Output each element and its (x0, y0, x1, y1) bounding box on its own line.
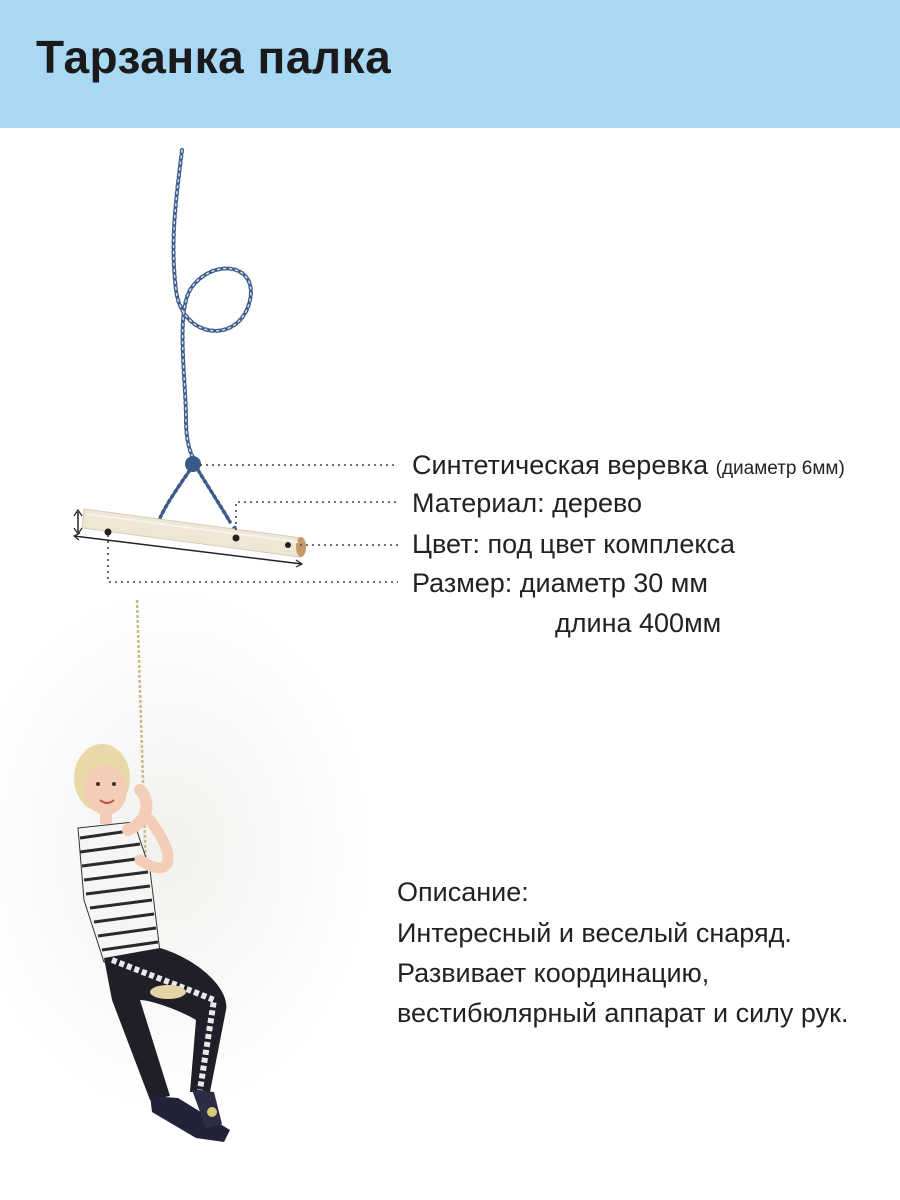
wooden-bar-image (74, 509, 306, 567)
spec-rope-note: (диаметр 6мм) (715, 458, 845, 479)
spec-rope-label: Синтетическая веревка (412, 450, 709, 480)
header-banner (0, 0, 900, 128)
spec-rope (412, 450, 845, 481)
page-title: Тарзанка палка (36, 31, 392, 83)
description-line-2: Развивает координацию, (397, 958, 710, 988)
product-illustration (0, 128, 900, 1200)
description-heading: Описание: (397, 877, 529, 907)
rope-image (160, 150, 251, 536)
spec-length: длина 400мм (555, 608, 722, 638)
material-callout-line (236, 502, 398, 530)
material-marker-dot (233, 535, 240, 542)
photo-background (0, 590, 370, 1110)
size-marker-dot (105, 529, 112, 536)
spec-color: Цвет: под цвет комплекса (412, 529, 736, 559)
description-line-1: Интересный и веселый снаряд. (397, 918, 792, 948)
description-line-3: вестибюлярный аппарат и силу рук. (397, 998, 849, 1028)
spec-material: Материал: дерево (412, 488, 643, 518)
color-marker-dot (285, 542, 291, 548)
spec-size: Размер: диаметр 30 мм (412, 568, 708, 598)
